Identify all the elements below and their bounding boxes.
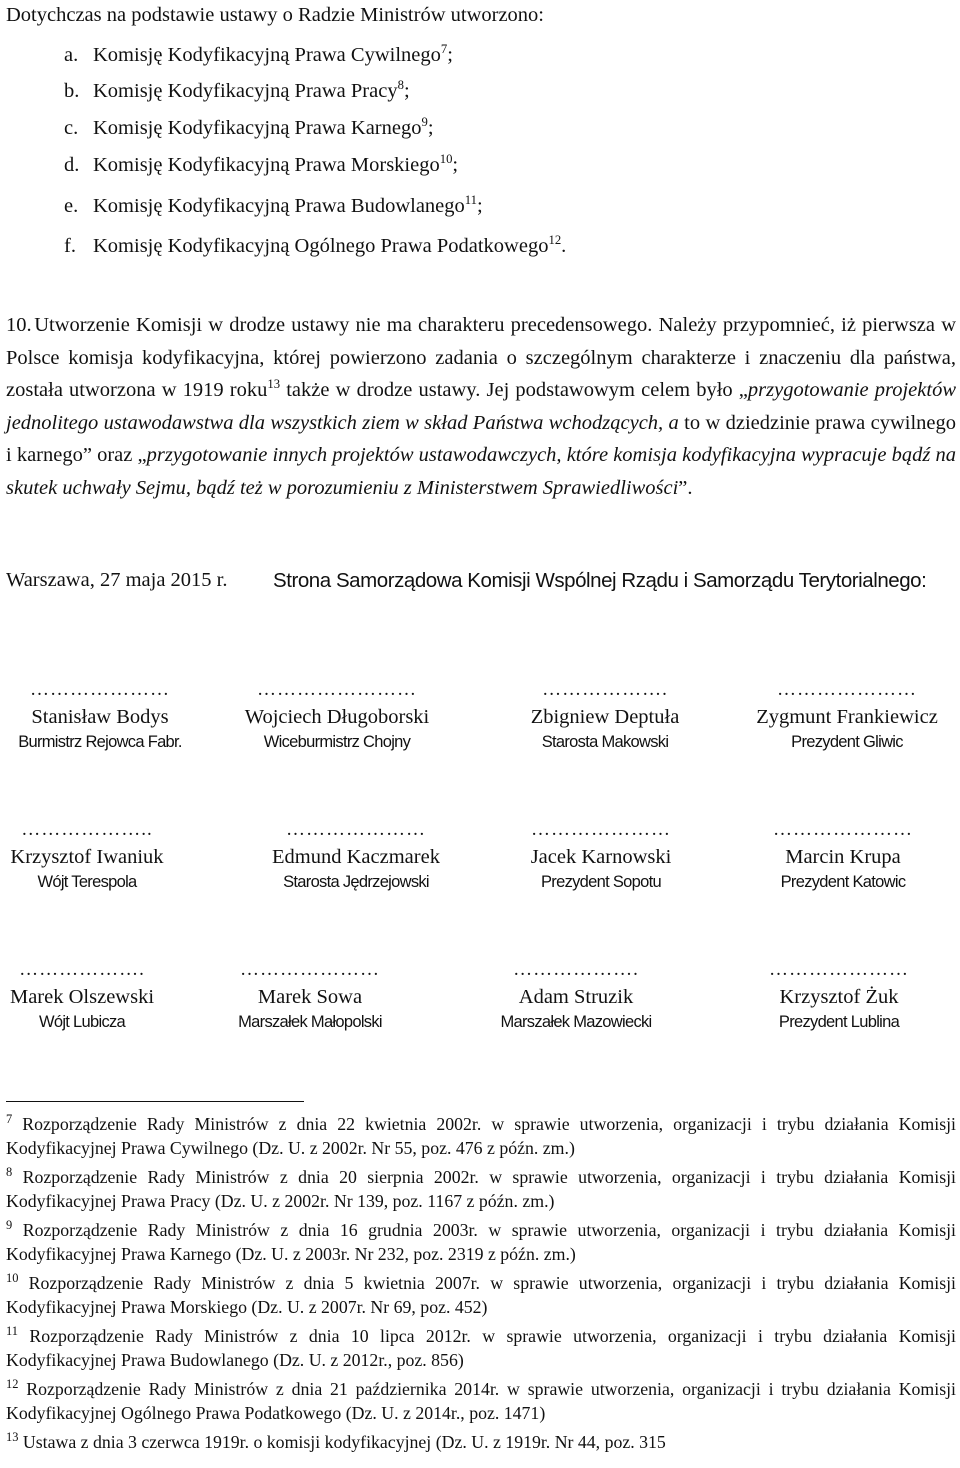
signature-line: …………………: [769, 959, 909, 980]
list-punct: ;: [452, 154, 459, 176]
signatory-name: Marek Olszewski: [9, 986, 155, 1008]
list-item: [64, 80, 410, 103]
signatory-name: Stanisław Bodys: [31, 706, 169, 728]
list-text: Komisję Kodyfikacyjną Prawa Budowlanego: [93, 195, 465, 217]
footnote: [6, 1377, 956, 1425]
signatory-role: Prezydent Gliwic: [791, 733, 903, 751]
list-item: [64, 154, 458, 177]
list-text: Komisję Kodyfikacyjną Prawa Morskiego: [93, 154, 440, 176]
party-label: Strona Samorządowa Komisji Wspólnej Rządu i Samorządu Terytorialnego:: [273, 569, 927, 592]
signatory-name: Wojciech Długoborski: [244, 706, 430, 728]
footnote-ref[interactable]: 13: [267, 377, 281, 392]
paragraph-number: 10.: [6, 314, 32, 336]
signatory-name: Jacek Karnowski: [530, 846, 672, 868]
signature-line: ……………….: [542, 679, 668, 700]
footnote-ref[interactable]: 12: [548, 233, 562, 248]
signature-block: [0, 816, 207, 894]
signature-line: …………………: [240, 959, 380, 980]
signatory-name: Edmund Kaczmarek: [272, 846, 440, 868]
signatory-role: Burmistrz Rejowca Fabr.: [18, 733, 182, 751]
signatory-name: Marcin Krupa: [785, 846, 901, 868]
footnote-ref[interactable]: 8: [397, 78, 404, 93]
signature-block: [727, 676, 960, 754]
signature-block: [190, 956, 430, 1034]
footnotes: [6, 1112, 956, 1459]
signatory-role: Starosta Makowski: [541, 733, 669, 751]
list-letter: c.: [64, 117, 79, 139]
signatory-role: Starosta Jędrzejowski: [283, 873, 429, 891]
footnote-ref[interactable]: 11: [464, 193, 477, 208]
signature-block: [217, 676, 457, 754]
signatory-name: Zbigniew Deptuła: [530, 706, 680, 728]
footnote-number: 7: [6, 1112, 13, 1127]
paragraph-10: [6, 309, 956, 504]
list-text: Komisję Kodyfikacyjną Ogólnego Prawa Podatkowego: [93, 235, 549, 257]
signature-line: …………………: [286, 819, 426, 840]
signature-block: [719, 956, 959, 1034]
signature-block: [236, 816, 476, 894]
signature-block: [456, 956, 696, 1034]
list-punct: .: [561, 235, 567, 257]
signature-block: [485, 676, 725, 754]
signature-line: …………………: [773, 819, 913, 840]
list-text: Komisję Kodyfikacyjną Prawa Pracy: [93, 80, 398, 102]
signatory-name: Krzysztof Iwaniuk: [10, 846, 164, 868]
signature-block: [0, 676, 220, 754]
list-letter: d.: [64, 154, 80, 176]
footnote: [6, 1324, 956, 1372]
signatory-name: Marek Sowa: [257, 986, 363, 1008]
signature-block: [481, 816, 721, 894]
signatory-role: Marszałek Małopolski: [238, 1013, 382, 1031]
footnote-text: Rozporządzenie Rady Ministrów z dnia 5 kwietnia 2007r. w sprawie utworzenia, organizacji i trybu działania Komisji Kodyfikacyjnej Prawa Morskiego (Dz. U. z 2007r. Nr 69, poz. 452): [6, 1273, 956, 1317]
signature-block: [723, 816, 960, 894]
paragraph-text: ”.: [678, 476, 693, 499]
paragraph-text: także w drodze ustawy. Jej podstawowym celem było „: [280, 379, 748, 401]
footnote-text: Rozporządzenie Rady Ministrów z dnia 10 lipca 2012r. w sprawie utworzenia, organizacji i trybu działania Komisji Kodyfikacyjnej Prawa Budowlanego (Dz. U. z 2012r., poz. 856): [6, 1326, 956, 1370]
list-punct: ;: [447, 44, 453, 66]
footnote-ref[interactable]: 10: [439, 152, 453, 167]
signature-line: ……………………: [257, 679, 417, 700]
footnote-number: 11: [6, 1324, 18, 1339]
footnote-number: 10: [6, 1271, 19, 1286]
signatory-name: Adam Struzik: [518, 986, 634, 1008]
list-item: [64, 195, 483, 218]
footnote: [6, 1112, 956, 1160]
list-punct: ;: [477, 195, 483, 217]
list-punct: ;: [427, 117, 434, 139]
signatory-role: Wójt Terespola: [37, 873, 137, 891]
list-letter: a.: [64, 44, 79, 66]
signatory-name: Zygmunt Frankiewicz: [756, 706, 938, 728]
signature-line: ……………….: [19, 959, 145, 980]
footnote-ref[interactable]: 9: [421, 115, 428, 130]
footnote: [6, 1165, 956, 1213]
list-letter: f.: [64, 235, 76, 257]
list-letter: b.: [64, 80, 80, 102]
list-text: Komisję Kodyfikacyjną Prawa Karnego: [93, 117, 422, 139]
paragraph-text: Utworzenie Komisji w drodze ustawy nie ma charakteru precedensowego. Należy przypomnieć, iż pierwsza w Polsce komisja kodyfikacyjna, której powierzono zadania o szczególnym charakterze i znaczeniu dla państwa, została utworzona w 1919 roku: [6, 314, 957, 401]
signature-line: …………………: [777, 679, 917, 700]
list-text: Komisję Kodyfikacyjną Prawa Cywilnego: [93, 44, 441, 66]
intro-text: Dotychczas na podstawie ustawy o Radzie Ministrów utworzono:: [6, 4, 545, 26]
footnote: [6, 1218, 956, 1266]
signatory-role: Prezydent Sopotu: [541, 873, 661, 891]
footnote-text: Rozporządzenie Rady Ministrów z dnia 21 października 2014r. w sprawie utworzenia, organizacji i trybu działania Komisji Kodyfikacyjnej Ogólnego Prawa Podatkowego (Dz. U. z 2014r., poz. 1471): [6, 1379, 956, 1423]
signatory-role: Marszałek Mazowiecki: [500, 1013, 652, 1031]
footnote-number: 8: [6, 1165, 13, 1180]
list-item: [64, 117, 434, 140]
footnote-text: Rozporządzenie Rady Ministrów z dnia 22 kwietnia 2002r. w sprawie utworzenia, organizacji i trybu działania Komisji Kodyfikacyjnej Prawa Cywilnego (Dz. U. z 2002r. Nr 55, poz. 476 z późn. zm.): [6, 1114, 956, 1158]
signatory-role: Wiceburmistrz Chojny: [263, 733, 411, 751]
footnote: [6, 1430, 956, 1454]
footnote-separator: [6, 1101, 304, 1102]
signatory-role: Prezydent Katowic: [780, 873, 906, 891]
list-letter: e.: [64, 195, 79, 217]
footnote-text: Rozporządzenie Rady Ministrów z dnia 20 sierpnia 2002r. w sprawie utworzenia, organizacji i trybu działania Komisji Kodyfikacyjnej Prawa Pracy (Dz. U. z 2002r. Nr 139, poz. 1167 z późn. zm.): [6, 1167, 956, 1211]
list-item: [64, 44, 453, 67]
place-date: Warszawa, 27 maja 2015 r.: [6, 569, 228, 591]
footnote-number: 12: [6, 1377, 19, 1392]
signatory-role: Prezydent Lublina: [778, 1013, 900, 1031]
quoted-text: przygotowanie projektów jednolitego ustawodawstwa dla wszystkich ziem w skład Państwa wchodzących, a: [6, 379, 956, 434]
quoted-text: przygotowanie innych projektów ustawodawczych, które komisja kodyfikacyjna wypracuje bądź na skutek uchwały Sejmu, bądź też w porozumieniu z Ministerstwem Sprawiedliwości: [6, 444, 956, 499]
signature-line: …………………: [531, 819, 671, 840]
footnote-text: Ustawa z dnia 3 czerwca 1919r. o komisji kodyfikacyjnej (Dz. U. z 1919r. Nr 44, poz. 315: [22, 1432, 666, 1452]
signature-line: ……………….: [513, 959, 639, 980]
paragraph-text: to w dziedzinie prawa cywilnego i karnego” oraz „: [6, 411, 956, 466]
list-item: [64, 235, 566, 258]
footnote-number: 13: [6, 1430, 19, 1445]
footnote: [6, 1271, 956, 1319]
signature-line: ………………..: [21, 819, 153, 840]
signature-block: [0, 956, 202, 1034]
signatory-role: Wójt Lubicza: [38, 1013, 126, 1031]
signature-line: …………………: [30, 679, 170, 700]
footnote-text: Rozporządzenie Rady Ministrów z dnia 16 grudnia 2003r. w sprawie utworzenia, organizacji i trybu działania Komisji Kodyfikacyjnej Prawa Karnego (Dz. U. z 2003r. Nr 232, poz. 2319 z późn. zm.): [6, 1220, 956, 1264]
list-punct: ;: [403, 80, 410, 102]
footnote-ref[interactable]: 7: [440, 42, 448, 57]
signatory-name: Krzysztof Żuk: [779, 986, 899, 1008]
footnote-number: 9: [6, 1218, 13, 1233]
